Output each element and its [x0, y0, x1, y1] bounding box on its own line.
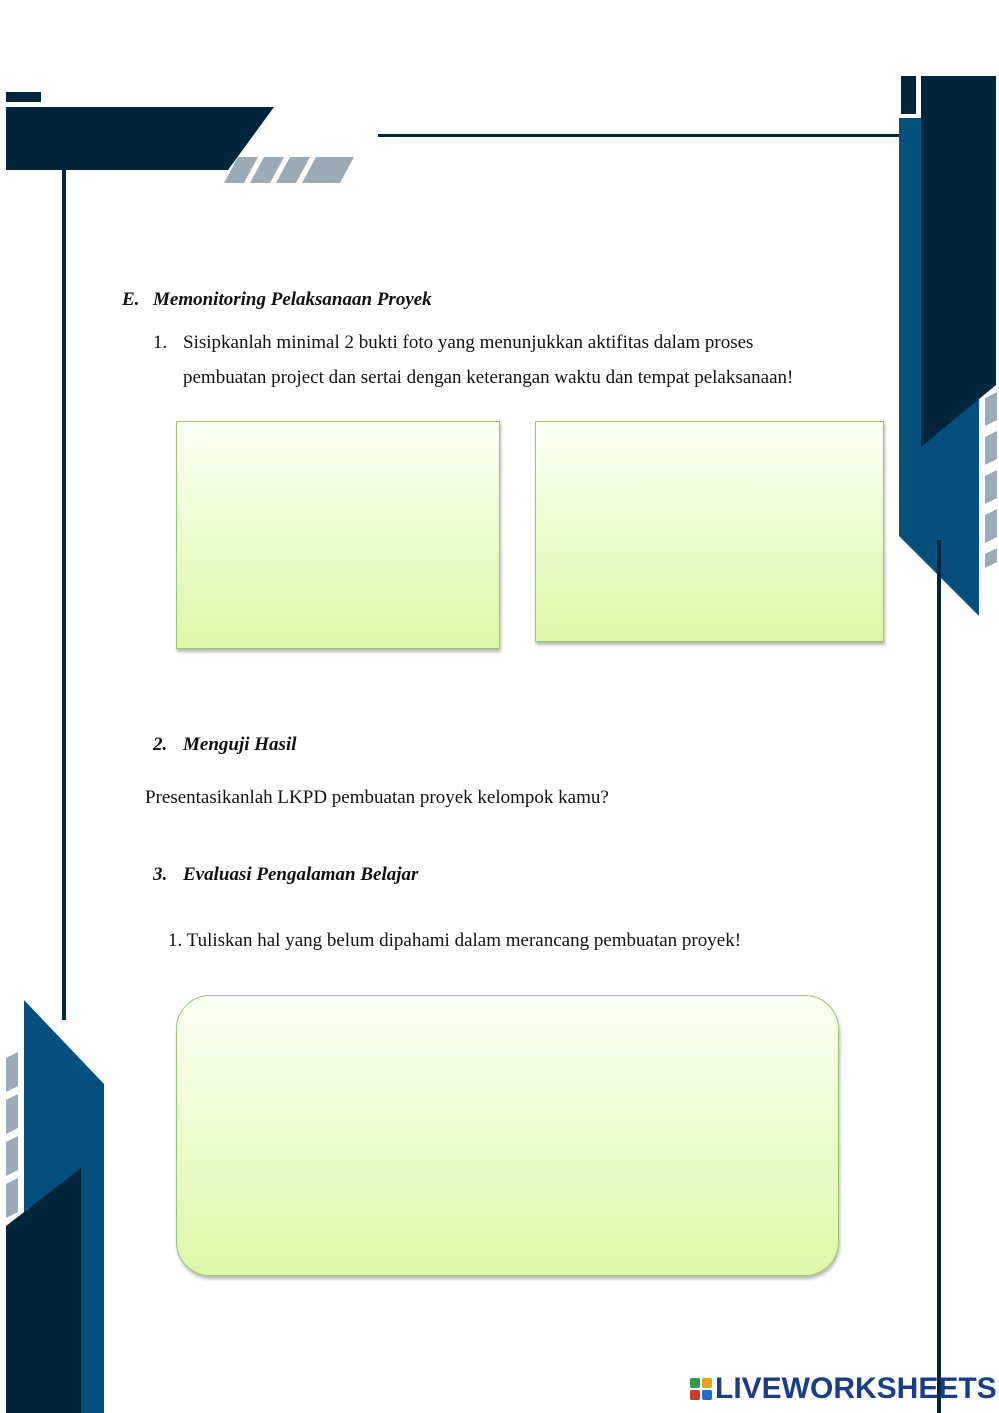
section-letter: E. [122, 289, 140, 310]
answer-text-area[interactable] [176, 995, 839, 1276]
right-vertical-rule [937, 540, 941, 1413]
liveworksheets-logo-mark [690, 1378, 712, 1400]
logo-text: LIVEWORKSHEETS [715, 1372, 997, 1405]
item2-number: 2. [153, 734, 168, 755]
section-title: Memonitoring Pelaksanaan Proyek [153, 289, 432, 310]
item1-line1: Sisipkanlah minimal 2 bukti foto yang menunjukkan aktifitas dalam proses [183, 332, 754, 353]
item3-number: 3. [153, 864, 168, 885]
bottom-left-stripes [6, 1052, 18, 1218]
item2-title: Menguji Hasil [183, 734, 297, 755]
top-horizontal-rule [378, 134, 902, 137]
item3-question: 1. Tuliskan hal yang belum dipahami dalam merancang pembuatan proyek! [168, 930, 742, 951]
item3-title: Evaluasi Pengalaman Belajar [183, 864, 419, 885]
top-left-stripes [224, 157, 354, 183]
item2-body: Presentasikanlah LKPD pembuatan proyek kelompok kamu? [145, 787, 609, 808]
logo-mark-tile [690, 1390, 700, 1400]
logo-mark-tile [702, 1390, 712, 1400]
right-stripes [985, 392, 997, 568]
item1-number: 1. [153, 332, 168, 353]
photo-answer-box-1[interactable] [176, 421, 500, 649]
logo-mark-tile [690, 1378, 700, 1388]
left-vertical-rule [62, 170, 66, 1020]
top-left-banner [6, 107, 274, 170]
logo-mark-tile [702, 1378, 712, 1388]
item1-line2: pembuatan project dan sertai dengan keterangan waktu dan tempat pelaksanaan! [183, 367, 794, 388]
top-left-small-bar [6, 92, 41, 102]
photo-answer-box-2[interactable] [535, 421, 884, 642]
right-small-bar [901, 76, 916, 114]
liveworksheets-logo [690, 1372, 997, 1406]
right-navy-band [921, 76, 996, 447]
